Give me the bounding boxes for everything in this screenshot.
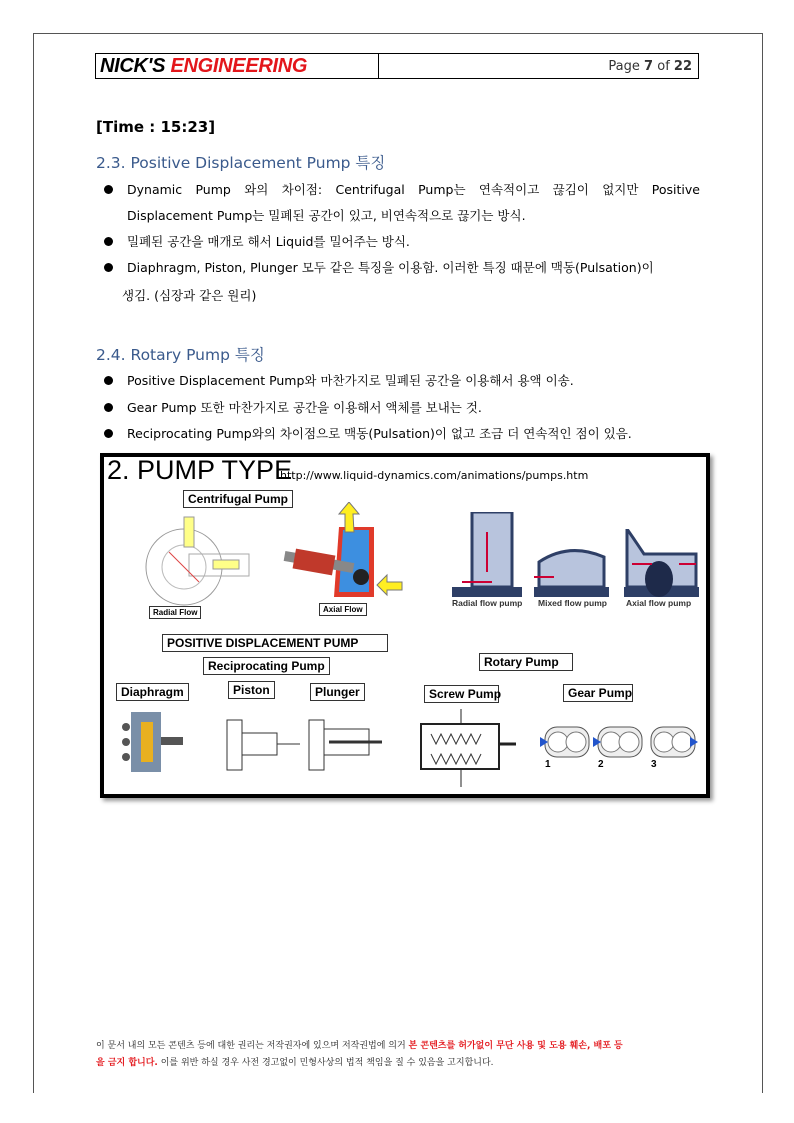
- bullet-icon: [104, 185, 113, 194]
- brand-logo: [96, 54, 379, 78]
- bullet-continuation: 생김. (심장과 같은 원리): [122, 288, 257, 303]
- label-plunger: Plunger: [310, 683, 365, 701]
- caption-mixed-flow: Mixed flow pump: [538, 598, 607, 608]
- bullet-item: [104, 255, 700, 281]
- notice-warning-2: 을 금지 합니다.: [96, 1058, 158, 1068]
- bullet-icon: [104, 403, 113, 412]
- piston-pump-drawing: [222, 715, 302, 777]
- brand-part-2: ENGINEERING: [170, 55, 308, 77]
- bullet-icon: [104, 263, 113, 272]
- figure-title: 2. PUMP TYPE: [107, 455, 293, 485]
- page-of: of: [657, 59, 670, 74]
- bullet-icon: [104, 429, 113, 438]
- label-radial-flow: Radial Flow: [149, 606, 201, 619]
- gear-step-3: 3: [651, 759, 657, 770]
- bullet-text: Diaphragm, Piston, Plunger 모두 같은 특징을 이용함. 이러한 특징 때문에 맥동(Pulsation)이: [127, 260, 654, 275]
- axial-flow-pump-drawing: [279, 502, 404, 602]
- radial-flow-pump-icon: [452, 512, 542, 597]
- mixed-flow-pump-icon: [534, 542, 609, 597]
- page-total: 22: [673, 59, 692, 74]
- diaphragm-pump-drawing: [116, 707, 186, 777]
- bullet-text: Reciprocating Pump와의 차이점으로 맥동(Pulsation)이 없고 조금 더 연속적인 점이 있음.: [127, 426, 632, 441]
- bullet-item: [104, 395, 700, 421]
- screw-pump-drawing: [416, 709, 516, 789]
- bullet-item: [104, 421, 700, 447]
- caption-axial-flow: Axial flow pump: [626, 598, 692, 608]
- label-axial-flow: Axial Flow: [319, 603, 367, 616]
- time-stamp: [Time : 15:23]: [96, 118, 216, 136]
- bullet-continuation: Displacement Pump는 밀폐된 공간이 있고, 비연속적으로 끊기는 방식.: [127, 208, 526, 223]
- bullet-text: Gear Pump 또한 마찬가지로 공간을 이용해서 액체를 보내는 것.: [127, 400, 482, 415]
- label-rotary: Rotary Pump: [479, 653, 573, 671]
- label-gear: Gear Pump: [563, 684, 633, 702]
- caption-radial-flow: Radial flow pump: [452, 598, 523, 608]
- bullet-item: [104, 229, 700, 255]
- section-heading-2-3: 2.3. Positive Displacement Pump 특징: [96, 154, 386, 172]
- figure-url: http://www.liquid-dynamics.com/animations/pumps.htm: [280, 469, 589, 482]
- label-piston: Piston: [228, 681, 275, 699]
- page-header: [95, 53, 699, 79]
- brand-part-1: NICK'S: [100, 55, 166, 77]
- notice-warning-1: 본 콘텐츠를 허가없이 무단 사용 및 도용 훼손, 배포 등: [408, 1041, 623, 1051]
- bullet-icon: [104, 376, 113, 385]
- pump-type-figure: [100, 453, 710, 798]
- bullet-icon: [104, 237, 113, 246]
- radial-flow-pump-drawing: [129, 512, 269, 612]
- axial-flow-pump-icon: [624, 529, 699, 599]
- label-screw: Screw Pump: [424, 685, 499, 703]
- plunger-pump-drawing: [304, 715, 384, 777]
- gear-step-2: 2: [598, 759, 604, 770]
- label-diaphragm: Diaphragm: [116, 683, 189, 701]
- bullet-item: [104, 368, 700, 394]
- bullet-text: Dynamic Pump 와의 차이점: Centrifugal Pump는 연속적이고 끊김이 없지만 Positive: [127, 182, 700, 197]
- bullet-text: 밀폐된 공간을 매개로 해서 Liquid를 밀어주는 방식.: [127, 234, 410, 249]
- section-heading-2-4: 2.4. Rotary Pump 특징: [96, 346, 265, 364]
- label-centrifugal: Centrifugal Pump: [183, 490, 293, 508]
- copyright-notice: [96, 1038, 700, 1072]
- page-prefix: Page: [608, 59, 640, 74]
- bullet-item: [104, 177, 700, 203]
- label-reciprocating: Reciprocating Pump: [203, 657, 330, 675]
- gear-step-1: 1: [545, 759, 551, 770]
- gear-pump-drawing: [540, 719, 700, 769]
- bullet-text: Positive Displacement Pump와 마찬가지로 밀폐된 공간을 이용해서 용액 이송.: [127, 373, 574, 388]
- label-positive-displacement: POSITIVE DISPLACEMENT PUMP: [162, 634, 388, 652]
- notice-text-1: 이 문서 내의 모든 콘텐츠 등에 대한 권리는 저작권자에 있으며 저작권법에 의거: [96, 1041, 409, 1051]
- page-number: [379, 54, 698, 78]
- notice-text-2: 이를 위반 하실 경우 사전 경고없이 민형사상의 법적 책임을 질 수 있음을 고지합니다.: [157, 1058, 494, 1068]
- page-current: 7: [644, 59, 654, 74]
